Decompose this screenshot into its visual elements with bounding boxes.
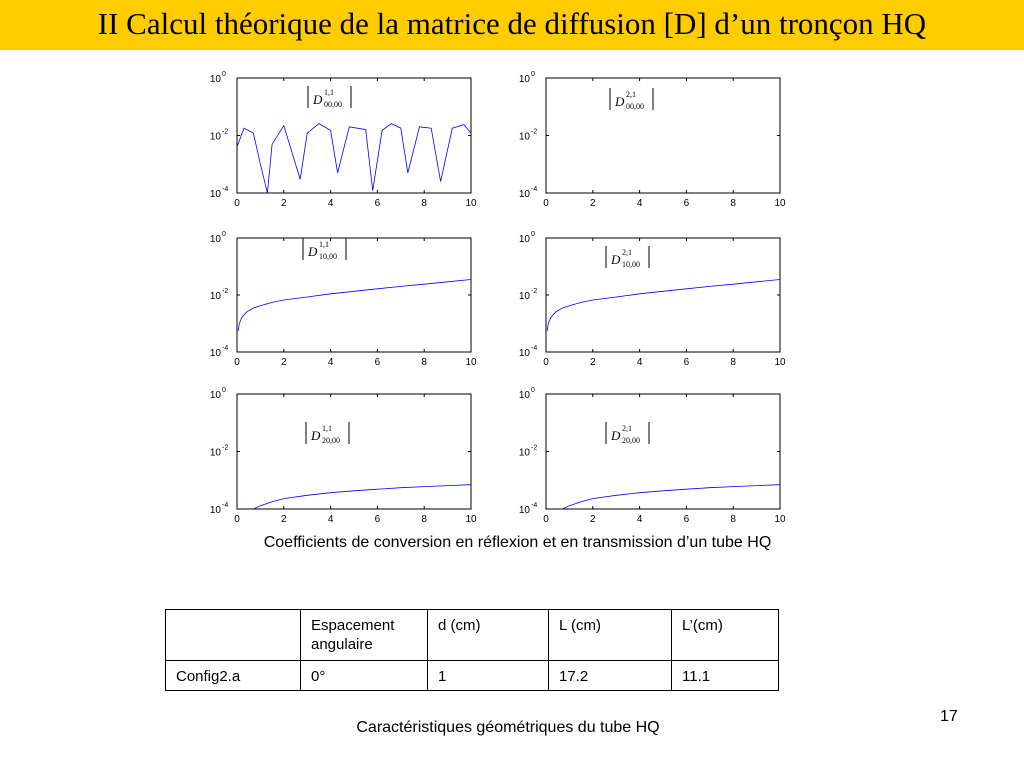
plot-frame — [237, 78, 471, 193]
x-tick-label: 4 — [327, 514, 334, 525]
annotation-superscript: 1,1 — [322, 424, 332, 433]
x-tick-label: 6 — [683, 514, 690, 525]
y-tick-exponent: 0 — [222, 387, 226, 394]
x-tick-label: 2 — [590, 357, 596, 368]
annotation-superscript: 2,1 — [622, 424, 632, 433]
y-tick-exponent: -4 — [222, 345, 229, 352]
y-tick-exponent: -2 — [222, 444, 229, 452]
annotation-subscript: 20,00 — [322, 436, 340, 445]
y-tick-label: 10 — [518, 74, 530, 85]
x-tick-label: 10 — [774, 514, 786, 525]
annotation-symbol: D — [615, 94, 625, 109]
y-tick-exponent: -2 — [531, 444, 538, 452]
plot-frame — [237, 394, 471, 509]
plot-frame — [237, 238, 471, 352]
annotation-subscript: 00,00 — [324, 100, 342, 109]
y-tick-exponent: -2 — [222, 288, 229, 295]
table-header-cell: L (cm) — [549, 610, 672, 661]
x-tick-label: 10 — [465, 357, 477, 368]
x-tick-label: 8 — [730, 357, 736, 368]
y-tick-exponent: 0 — [222, 71, 226, 78]
y-tick-label: 10 — [518, 131, 530, 143]
y-tick-label: 10 — [209, 505, 221, 516]
y-tick-label: 10 — [209, 291, 221, 302]
chart-panel — [210, 71, 477, 209]
x-tick-label: 8 — [730, 514, 736, 525]
annotation-symbol: D — [611, 428, 621, 443]
chart-panel — [519, 71, 786, 209]
y-tick-label: 10 — [518, 234, 530, 245]
y-tick-label: 10 — [209, 189, 221, 200]
y-tick-label: 10 — [518, 447, 530, 459]
geometry-table — [165, 609, 779, 691]
table-cell: 1 — [428, 661, 549, 691]
y-tick-exponent: -4 — [222, 186, 229, 193]
x-tick-label: 6 — [374, 357, 381, 368]
annotation-subscript: 20,00 — [622, 436, 640, 445]
y-tick-exponent: -4 — [222, 502, 229, 509]
table-header-cell: L’(cm) — [672, 610, 779, 661]
table-cell: 11.1 — [672, 661, 779, 691]
annotation-symbol: D — [308, 244, 318, 259]
table-cell: Config2.a — [166, 661, 301, 691]
y-tick-label: 10 — [209, 348, 221, 359]
annotation-superscript: 2,1 — [626, 90, 636, 99]
table-row — [166, 661, 779, 691]
y-tick-label: 10 — [518, 390, 530, 401]
y-tick-exponent: 0 — [222, 231, 226, 238]
chart-panel — [519, 387, 786, 525]
slide-title: II Calcul théorique de la matrice de diffusion [D] d’un tronçon HQ — [97, 6, 927, 41]
figure-caption: Coefficients de conversion en réflexion et en transmission d’un tube HQ — [263, 534, 772, 551]
table-cell: 17.2 — [549, 661, 672, 691]
table-header-row — [166, 610, 779, 661]
x-tick-label: 10 — [465, 198, 477, 209]
x-tick-label: 2 — [590, 198, 596, 209]
x-tick-label: 4 — [636, 514, 643, 525]
x-tick-label: 8 — [421, 357, 427, 368]
annotation-subscript: 10,00 — [622, 260, 640, 269]
x-tick-label: 8 — [421, 198, 427, 209]
plot-frame — [546, 238, 780, 352]
chart-panel — [519, 231, 786, 368]
annotation-symbol: D — [311, 428, 321, 443]
chart-panel — [210, 231, 477, 368]
y-tick-exponent: -4 — [531, 502, 538, 509]
annotation-symbol: D — [313, 92, 323, 107]
x-tick-label: 0 — [543, 198, 549, 209]
annotation-symbol: D — [611, 252, 621, 267]
x-tick-label: 4 — [327, 198, 334, 209]
x-tick-label: 2 — [281, 514, 287, 525]
y-tick-exponent: 0 — [531, 387, 535, 394]
chart-panel — [210, 387, 477, 525]
annotation-superscript: 1,1 — [324, 88, 334, 97]
x-tick-label: 0 — [234, 357, 240, 368]
table-cell: 0° — [301, 661, 428, 691]
y-tick-label: 10 — [209, 447, 221, 459]
x-tick-label: 0 — [543, 514, 549, 525]
x-tick-label: 8 — [421, 514, 427, 525]
annotation-superscript: 2,1 — [622, 248, 632, 257]
y-tick-exponent: -2 — [531, 288, 538, 295]
x-tick-label: 8 — [730, 198, 736, 209]
x-tick-label: 0 — [234, 198, 240, 209]
page-number: 17 — [940, 708, 958, 725]
x-tick-label: 6 — [374, 514, 381, 525]
y-tick-exponent: -4 — [531, 186, 538, 193]
y-tick-label: 10 — [518, 189, 530, 200]
x-tick-label: 10 — [774, 198, 786, 209]
y-tick-label: 10 — [518, 291, 530, 302]
y-tick-label: 10 — [518, 505, 530, 516]
annotation-subscript: 00,00 — [626, 102, 644, 111]
x-tick-label: 0 — [543, 357, 549, 368]
y-tick-exponent: -4 — [531, 345, 538, 352]
y-tick-label: 10 — [209, 131, 221, 143]
x-tick-label: 6 — [683, 357, 690, 368]
x-tick-label: 4 — [327, 357, 334, 368]
y-tick-label: 10 — [209, 234, 221, 245]
y-tick-label: 10 — [209, 390, 221, 401]
plot-frame — [546, 78, 780, 193]
x-tick-label: 6 — [374, 198, 381, 209]
table-caption: Caractéristiques géométriques du tube HQ — [356, 719, 660, 736]
y-tick-exponent: 0 — [531, 231, 535, 238]
x-tick-label: 2 — [281, 357, 287, 368]
x-tick-label: 4 — [636, 198, 643, 209]
y-tick-label: 10 — [209, 74, 221, 85]
y-tick-exponent: -2 — [531, 128, 538, 136]
annotation-superscript: 1,1 — [319, 240, 329, 249]
y-tick-exponent: -2 — [222, 128, 229, 136]
plot-frame — [546, 394, 780, 509]
x-tick-label: 10 — [774, 357, 786, 368]
x-tick-label: 2 — [590, 514, 596, 525]
x-tick-label: 4 — [636, 357, 643, 368]
x-tick-label: 6 — [683, 198, 690, 209]
x-tick-label: 2 — [281, 198, 287, 209]
x-tick-label: 10 — [465, 514, 477, 525]
annotation-subscript: 10,00 — [319, 252, 337, 261]
y-tick-label: 10 — [518, 348, 530, 359]
table-header-cell: Espacement angulaire — [301, 610, 428, 661]
y-tick-exponent: 0 — [531, 71, 535, 78]
table-header-cell: d (cm) — [428, 610, 549, 661]
table-header-cell — [166, 610, 301, 661]
x-tick-label: 0 — [234, 514, 240, 525]
